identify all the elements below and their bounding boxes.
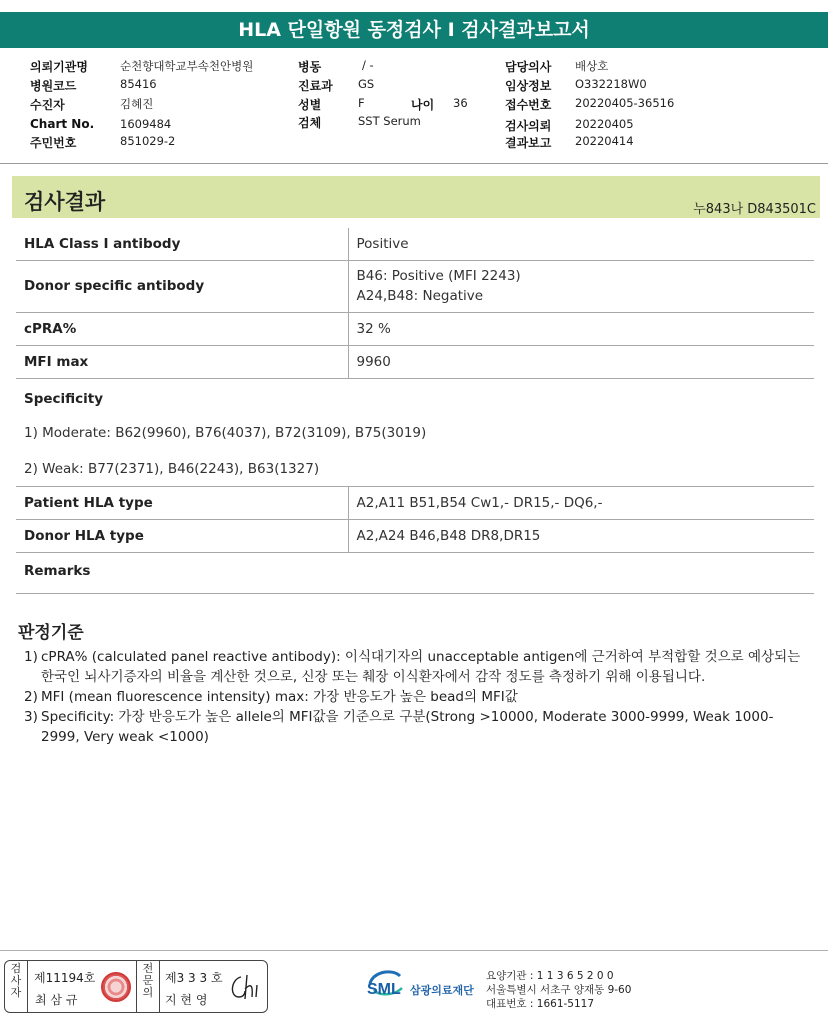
mfi-label: MFI max: [16, 345, 348, 378]
results-table: [16, 228, 814, 594]
dsa-value: [348, 260, 814, 312]
chart-no-label: Chart No.: [30, 117, 95, 131]
hospital-code-label: 병원코드: [30, 79, 77, 93]
results-title: 검사결과: [24, 190, 106, 214]
cpra-label: cPRA%: [16, 312, 348, 345]
specimen-label: 검체: [298, 116, 322, 130]
specialist-license: 제3 3 3 호: [165, 971, 223, 985]
criteria-num: 3): [24, 709, 38, 725]
examiner-name: 최 삼 규: [35, 993, 78, 1007]
remarks-cell: [16, 552, 814, 593]
request-date-label: 검사의뢰: [505, 119, 552, 133]
criteria-text: MFI (mean fluorescence intensity) max: 가장 반응도가 높은 bead의 MFI값: [41, 689, 518, 705]
dsa-value-line-1: B46: Positive (MFI 2243): [356, 268, 521, 284]
divider: [159, 961, 160, 1012]
resident-no-value: 851029-2: [120, 134, 176, 148]
patient-hla-label: Patient HLA type: [16, 486, 348, 519]
specialist-vertical-label: [137, 963, 159, 999]
ward-label: 병동: [298, 60, 322, 74]
donor-hla-value: A2,A24 B46,B48 DR8,DR15: [348, 519, 814, 552]
logo-text: SML: [367, 981, 401, 998]
sml-logo-icon: [364, 966, 410, 1006]
results-header: [12, 176, 820, 218]
donor-hla-label: Donor HLA type: [16, 519, 348, 552]
criteria-num: 1): [24, 649, 38, 665]
report-date-label: 결과보고: [505, 136, 552, 150]
dsa-value-line-2: A24,B48: Negative: [356, 288, 484, 304]
list-item: [24, 687, 808, 707]
lab-info: [486, 969, 631, 1011]
report-title: HLA 단일항원 동정검사 I 검사결과보고서: [0, 12, 828, 48]
receipt-no-value: 20220405-36516: [575, 96, 675, 110]
criteria-num: 2): [24, 689, 38, 705]
chart-no-value: 1609484: [120, 117, 172, 131]
specificity-weak: 2) Weak: B77(2371), B46(2243), B63(1327): [24, 460, 320, 477]
examiner-vertical-label: [5, 963, 27, 999]
table-row: [16, 486, 814, 519]
foundation-name: 삼광의료재단: [410, 984, 474, 997]
list-item: [24, 707, 808, 747]
age-label: 나이: [411, 98, 435, 112]
divider: [27, 961, 28, 1012]
doctor-label: 담당의사: [505, 60, 552, 74]
table-row: [16, 312, 814, 345]
table-row: [16, 260, 814, 312]
cpra-value: 32 %: [348, 312, 814, 345]
specificity-moderate: 1) Moderate: B62(9960), B76(4037), B72(3109), B75(3019): [24, 424, 427, 441]
recipient-value: 김혜진: [120, 97, 154, 111]
lab-code: 요양기관 : 1 1 3 6 5 2 0 0: [486, 970, 614, 982]
remarks-label: Remarks: [24, 562, 91, 579]
results-code: 누843나 D843501C: [693, 202, 816, 217]
ward-value: / -: [362, 58, 374, 72]
criteria-title: 판정기준: [18, 623, 84, 643]
class1-label: HLA Class Ⅰ antibody: [16, 228, 348, 260]
list-item: [24, 647, 808, 687]
patient-info: [0, 55, 828, 151]
criteria-list: [24, 647, 808, 747]
department-label: 진료과: [298, 79, 333, 93]
sex-value: F: [358, 96, 365, 110]
specialist-vlabel-text: 전문의: [142, 962, 154, 999]
table-row: [16, 378, 814, 486]
report-date-value: 20220414: [575, 134, 634, 148]
specificity-cell: [16, 378, 814, 486]
lab-phone: 대표번호 : 1661-5117: [486, 998, 595, 1010]
doctor-value: 배상호: [575, 59, 609, 73]
specimen-value: SST Serum: [358, 114, 421, 128]
examiner-vlabel-text: 검사자: [10, 962, 22, 999]
hospital-value: 순천향대학교부속천안병원: [120, 59, 254, 73]
sex-label: 성별: [298, 98, 322, 112]
examiner-license: 제11194호: [34, 971, 96, 985]
lab-address: 서울특별시 서초구 양재동 9-60: [486, 984, 632, 996]
table-row: [16, 552, 814, 593]
clinical-info-label: 임상정보: [505, 79, 552, 93]
hospital-code-value: 85416: [120, 77, 157, 91]
footer-divider: [0, 950, 828, 951]
clinical-info-value: O332218W0: [575, 77, 647, 91]
criteria-text: Specificity: 가장 반응도가 높은 allele의 MFI값을 기준으로 구분(Strong >10000, Moderate 3000-9999, Weak 1000-2999, Very weak <1000): [41, 709, 774, 745]
criteria-text: cPRA% (calculated panel reactive antibody): 이식대기자의 unacceptable antigen에 근거하여 부적합할 것으로 예상되는 한국인 뇌사기증자의 비율을 계산한 것으로, 신장 또는 췌장 이식환자에서 감작 정도를 측정하기 위해 이용됩니다.: [41, 649, 801, 685]
table-row: [16, 228, 814, 260]
age-value: 36: [453, 96, 468, 110]
mfi-value: 9960: [348, 345, 814, 378]
request-date-value: 20220405: [575, 117, 634, 131]
specialist-name: 지 현 영: [165, 993, 208, 1007]
header-divider: [0, 163, 828, 164]
official-seal-icon: [101, 972, 131, 1002]
recipient-label: 수진자: [30, 98, 65, 112]
hospital-label: 의뢰기관명: [30, 60, 88, 74]
signature-icon: [227, 971, 265, 1005]
patient-hla-value: A2,A11 B51,B54 Cw1,- DR15,- DQ6,-: [348, 486, 814, 519]
dsa-label: Donor specific antibody: [16, 260, 348, 312]
resident-no-label: 주민번호: [30, 136, 77, 150]
department-value: GS: [358, 77, 375, 91]
specificity-label: Specificity: [24, 390, 104, 407]
class1-value: Positive: [348, 228, 814, 260]
signature-box: [4, 960, 268, 1013]
receipt-no-label: 접수번호: [505, 98, 552, 112]
table-row: [16, 345, 814, 378]
table-row: [16, 519, 814, 552]
